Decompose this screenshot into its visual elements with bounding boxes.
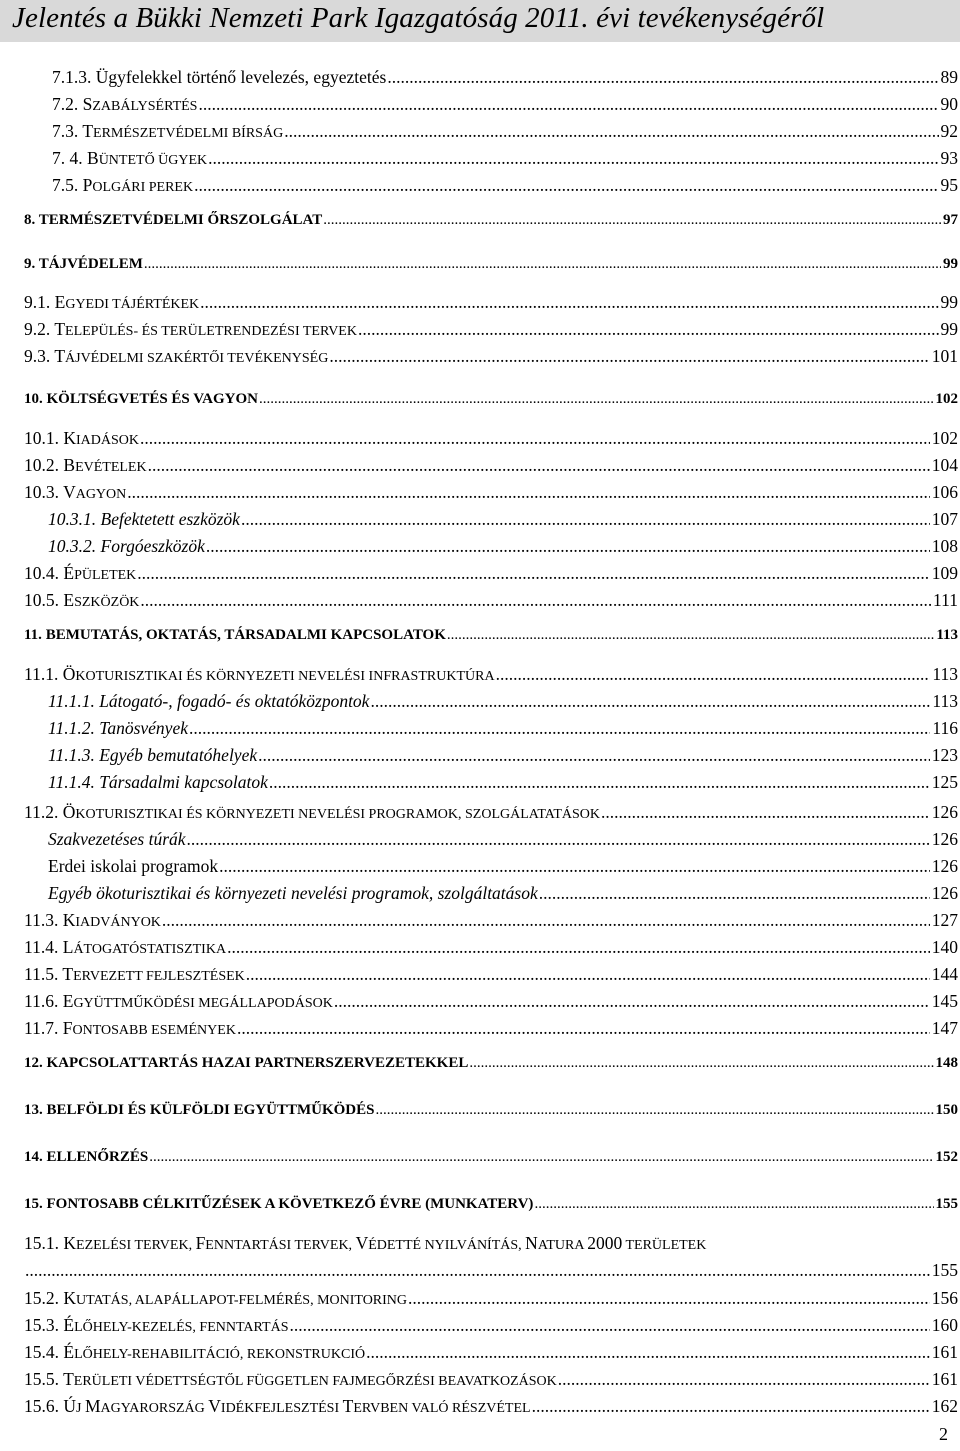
toc-entry-continuation[interactable]: [24, 1260, 958, 1281]
toc-entry-smallcaps: EVÉTELEK: [75, 460, 147, 475]
toc-entry-label: [52, 121, 283, 142]
toc-entry-page: 161: [931, 1342, 958, 1362]
toc-entry[interactable]: [24, 1315, 958, 1336]
toc-entry-title: Forgóeszközök: [100, 536, 205, 556]
toc-entry-number: 7.2.: [52, 94, 83, 114]
toc-entry-label: [48, 509, 240, 530]
dot-leader: [200, 292, 938, 312]
dot-leader: [534, 1196, 933, 1213]
toc-entry-smallcaps: OLGÁRI PEREK: [92, 180, 194, 195]
toc-entry-page: 125: [931, 772, 958, 792]
toc-entry-title: KÖLTSÉGVETÉS ÉS VAGYON: [46, 391, 258, 407]
toc-entry[interactable]: [24, 1196, 958, 1213]
dot-leader: [137, 563, 929, 583]
toc-entry-number: 11.3.: [24, 910, 63, 930]
toc-entry-label: [24, 1342, 365, 1363]
toc-entry-smallcaps: ERMÉSZETVÉDELMI BÍRSÁG: [93, 126, 284, 141]
dot-leader: [127, 482, 929, 502]
dot-leader: [198, 94, 938, 114]
toc-entry-label: [48, 745, 257, 766]
toc-entry[interactable]: [52, 148, 958, 169]
toc-entry-label: [48, 856, 218, 877]
toc-entry-number: 11.5.: [24, 964, 63, 984]
toc-entry[interactable]: [24, 428, 958, 449]
toc-entry-title: ELLENŐRZÉS: [46, 1149, 149, 1165]
dot-leader: [144, 256, 941, 273]
toc-entry-page: 161: [931, 1369, 958, 1389]
toc-entry[interactable]: [24, 455, 958, 476]
toc-entry[interactable]: [24, 563, 958, 584]
toc-entry-number: 10.3.: [24, 482, 64, 502]
toc-entry-label: [24, 1396, 531, 1417]
toc-entry-page: 104: [931, 455, 958, 475]
toc-entry-page: 97: [943, 212, 958, 228]
toc-entry-title: TÁJVÉDELEM: [38, 256, 143, 272]
toc-entry-page: 106: [931, 482, 958, 502]
toc-entry-page: 108: [931, 536, 958, 556]
toc-entry-page: 148: [935, 1055, 958, 1071]
dot-leader: [539, 883, 930, 903]
toc-entry-number: 10.3.1.: [48, 509, 101, 529]
toc-entry-initial: E: [54, 292, 66, 312]
toc-entry[interactable]: [48, 829, 958, 850]
toc-entry-number: 13.: [24, 1102, 47, 1118]
toc-entry-smallcaps: GYEDI TÁJÉRTÉKEK: [65, 297, 200, 312]
toc-entry[interactable]: [24, 1233, 958, 1254]
toc-entry-label: [52, 94, 197, 115]
toc-entry-label: [52, 67, 386, 88]
toc-entry-page: 156: [931, 1288, 958, 1308]
toc-entry-title: ÚJ MAGYARORSZÁG VIDÉKFEJLESZTÉSI TERVBEN VALÓ RÉSZVÉTEL: [63, 1396, 531, 1416]
toc-entry-title: Tanösvények: [99, 718, 188, 738]
toc-entry-title: Ügyfelekkel történő levelezés, egyeztetés: [95, 67, 387, 87]
toc-entry-title: ÉLŐHELY-REHABILITÁCIÓ, REKONSTRUKCIÓ: [63, 1342, 366, 1362]
toc-entry-initial: K: [62, 910, 76, 930]
toc-entry-page: 127: [931, 910, 958, 930]
toc-entry-number: 15.3.: [24, 1315, 64, 1335]
toc-entry[interactable]: [24, 1342, 958, 1363]
toc-entry-label: [24, 627, 446, 644]
toc-entry[interactable]: [52, 67, 958, 88]
toc-entry-page: 89: [940, 67, 958, 87]
toc-entry[interactable]: [24, 1288, 958, 1309]
toc-entry-page: 126: [931, 829, 958, 849]
dot-leader: [334, 991, 930, 1011]
toc-entry-page: 155: [931, 1260, 958, 1280]
toc-entry-initial: E: [63, 590, 75, 610]
toc-entry-page: 160: [931, 1315, 958, 1335]
toc-entry-label: [48, 883, 538, 904]
dot-leader: [601, 802, 930, 822]
toc-entry-page: 107: [931, 509, 958, 529]
dot-leader: [329, 346, 929, 366]
dot-leader: [387, 67, 938, 87]
toc-entry-number: 10.: [24, 391, 47, 407]
toc-entry-page: 99: [940, 292, 958, 312]
toc-entry-title: Társadalmi kapcsolatok: [99, 772, 268, 792]
toc-entry-smallcaps: IADÁSOK: [76, 433, 140, 448]
toc-entry-title: TERMÉSZETVÉDELMI ŐRSZOLGÁLAT: [38, 212, 323, 228]
document-title: Jelentés a Bükki Nemzeti Park Igazgatóság 2011. évi tevékenységéről: [12, 2, 825, 34]
toc-entry-number: 10.2.: [24, 455, 64, 475]
toc-entry-smallcaps: AGYON: [75, 487, 127, 502]
toc-entry-number: 9.1.: [24, 292, 55, 312]
toc-entry-label: [24, 1196, 533, 1213]
toc-entry-label: [24, 563, 136, 584]
toc-entry[interactable]: [48, 536, 958, 557]
dot-leader: [370, 691, 930, 711]
toc-entry-label: [24, 937, 226, 958]
toc-entry[interactable]: [24, 319, 958, 340]
toc-entry-page: 113: [932, 691, 958, 711]
dot-leader: [358, 319, 939, 339]
toc-entry-number: 15.6.: [24, 1396, 64, 1416]
toc-entry-title: ÉLŐHELY-KEZELÉS, FENNTARTÁS: [63, 1315, 289, 1335]
toc-entry-label: [24, 1288, 407, 1309]
toc-entry-smallcaps: ÁTOGATÓSTATISZTIKA: [73, 942, 227, 957]
toc-entry-page: 92: [940, 121, 958, 141]
toc-entry-number: 14.: [24, 1149, 47, 1165]
toc-entry-initial: V: [63, 482, 76, 502]
toc-entry-number: 11.: [24, 627, 46, 643]
dot-leader: [206, 536, 930, 556]
dot-leader: [189, 718, 930, 738]
toc-entry[interactable]: [48, 691, 958, 712]
toc-entry-title: BEMUTATÁS, OKTATÁS, TÁRSADALMI KAPCSOLATOK: [45, 627, 446, 643]
toc-entry-page: 113: [932, 664, 958, 684]
toc-entry[interactable]: [52, 94, 958, 115]
running-header: [0, 0, 960, 42]
toc-entry[interactable]: [24, 1396, 958, 1417]
dot-leader: [289, 1315, 929, 1335]
toc-entry-page: 113: [936, 627, 958, 643]
toc-entry-title: Szakvezetéses túrák: [48, 829, 186, 849]
toc-entry-label: [24, 256, 143, 273]
toc-entry-number: 15.: [24, 1196, 47, 1212]
toc-entry-label: [24, 212, 322, 229]
toc-entry-label: [24, 802, 600, 823]
toc-entry[interactable]: [48, 856, 958, 877]
dot-leader: [25, 1260, 930, 1280]
toc-entry-page: 111: [933, 590, 958, 610]
toc-entry-number: 15.5.: [24, 1369, 64, 1389]
toc-entry[interactable]: [24, 627, 958, 644]
toc-entry-page: 109: [931, 563, 958, 583]
toc-entry-smallcaps: ELEPÜLÉS- ÉS TERÜLETRENDEZÉSI TERVEK: [65, 324, 357, 339]
toc-entry-page: 99: [943, 256, 958, 272]
toc-entry-page: 150: [935, 1102, 958, 1118]
toc-entry-label: [48, 718, 188, 739]
toc-entry-label: [52, 148, 207, 169]
dot-leader: [469, 1055, 933, 1072]
toc-entry-number: 11.1.: [24, 664, 63, 684]
toc-entry-initial: B: [87, 148, 99, 168]
toc-entry[interactable]: [48, 718, 958, 739]
toc-entry-label: [24, 1149, 148, 1166]
toc-entry[interactable]: [24, 1149, 958, 1166]
dot-leader: [323, 212, 941, 229]
toc-entry[interactable]: [24, 664, 958, 685]
toc-entry-initial: S: [82, 94, 93, 114]
dot-leader: [447, 627, 934, 644]
toc-entry-title: FONTOSABB CÉLKITŰZÉSEK A KÖVETKEZŐ ÉVRE (MUNKATERV): [46, 1196, 534, 1212]
toc-entry-title: Látogató-, fogadó- és oktatóközpontok: [99, 691, 370, 711]
toc-entry[interactable]: [24, 937, 958, 958]
toc-entry-number: 10.1.: [24, 428, 64, 448]
toc-entry-label: [48, 772, 268, 793]
toc-entry-page: 126: [931, 856, 958, 876]
dot-leader: [375, 1102, 933, 1119]
toc-entry-number: 11.6.: [24, 991, 63, 1011]
dot-leader: [269, 772, 930, 792]
dot-leader: [532, 1396, 930, 1416]
dot-leader: [366, 1342, 930, 1362]
toc-entry-label: [24, 1102, 374, 1119]
toc-entry-label: [24, 991, 333, 1012]
toc-entry-initial: T: [54, 346, 66, 366]
toc-entry-number: 10.4.: [24, 563, 64, 583]
toc-entry-page: 123: [931, 745, 958, 765]
toc-entry-label: [24, 1369, 557, 1390]
toc-entry-label: [24, 1233, 706, 1254]
toc-entry[interactable]: [48, 772, 958, 793]
dot-leader: [140, 590, 931, 610]
dot-leader: [162, 910, 930, 930]
toc-entry-initial: L: [62, 937, 74, 957]
toc-entry-number: 11.7.: [24, 1018, 63, 1038]
toc-entry-initial: T: [62, 964, 74, 984]
toc-entry[interactable]: [24, 590, 958, 611]
toc-entry[interactable]: [24, 1369, 958, 1390]
toc-entry-initial: F: [62, 1018, 73, 1038]
toc-entry-smallcaps: ZABÁLYSÉRTÉS: [92, 99, 198, 114]
toc-entry-title: Egyéb bemutatóhelyek: [99, 745, 258, 765]
toc-entry-label: [24, 910, 161, 931]
toc-entry-number: 11.4.: [24, 937, 63, 957]
toc-entry[interactable]: [48, 509, 958, 530]
dot-leader: [149, 1149, 933, 1166]
toc-entry[interactable]: [48, 745, 958, 766]
toc-entry-number: 11.2.: [24, 802, 63, 822]
toc-entry-title: Erdei iskolai programok: [48, 856, 219, 876]
toc-entry[interactable]: [24, 212, 958, 229]
toc-entry-label: [24, 346, 328, 367]
toc-entry[interactable]: [24, 991, 958, 1012]
toc-entry-label: [24, 428, 139, 449]
dot-leader: [408, 1288, 930, 1308]
toc-entry-number: 9.3.: [24, 346, 55, 366]
toc-entry-label: [52, 175, 193, 196]
toc-entry-label: [24, 391, 258, 408]
toc-entry-smallcaps: KOTURISZTIKAI ÉS KÖRNYEZETI NEVELÉSI INFRASTRUKTÚRA: [75, 669, 495, 684]
toc-entry-smallcaps: PÜLETEK: [74, 568, 137, 583]
toc-entry[interactable]: [24, 1102, 958, 1119]
toc-entry[interactable]: [52, 121, 958, 142]
toc-entry-label: [24, 1018, 236, 1039]
toc-entry-smallcaps: SZKÖZÖK: [74, 595, 140, 610]
toc-entry-number: 9.2.: [24, 319, 55, 339]
toc-entry-page: 99: [940, 319, 958, 339]
toc-entry-page: 102: [935, 391, 958, 407]
toc-entry[interactable]: [24, 1055, 958, 1072]
toc-entry-number: 10.3.2.: [48, 536, 101, 556]
toc-entry-label: [24, 1315, 288, 1336]
toc-entry-smallcaps: ÁJVÉDELMI SZAKÉRTŐI TEVÉKENYSÉG: [65, 351, 329, 366]
toc-entry-label: [24, 590, 139, 611]
toc-entry-smallcaps: KOTURISZTIKAI ÉS KÖRNYEZETI NEVELÉSI PROGRAMOK, SZOLGÁLATATÁSOK: [75, 807, 601, 822]
toc-entry-page: 152: [935, 1149, 958, 1165]
toc-entry-label: [24, 292, 199, 313]
dot-leader: [258, 745, 930, 765]
toc-entry-number: 10.5.: [24, 590, 64, 610]
toc-entry-initial: É: [63, 563, 75, 583]
toc-entry-label: [24, 319, 357, 340]
toc-entry-initial: E: [62, 991, 74, 1011]
toc-entry[interactable]: [24, 910, 958, 931]
dot-leader: [558, 1369, 930, 1389]
dot-leader: [237, 1018, 930, 1038]
toc-entry-initial: B: [63, 455, 76, 475]
toc-entry-initial: Ö: [62, 802, 76, 822]
dot-leader: [194, 175, 938, 195]
toc-entry[interactable]: [24, 391, 958, 408]
toc-entry[interactable]: [48, 883, 958, 904]
toc-entry-number: 7.3.: [52, 121, 83, 141]
toc-entry-smallcaps: ÜNTETŐ ÜGYEK: [98, 153, 208, 168]
toc-entry-number: 15.4.: [24, 1342, 64, 1362]
dot-leader: [246, 964, 930, 984]
toc-entry-label: [24, 455, 147, 476]
toc-entry-number: 7.5.: [52, 175, 83, 195]
toc-entry-page: 101: [931, 346, 958, 366]
toc-entry-page: 102: [931, 428, 958, 448]
toc-entry-page: 90: [940, 94, 958, 114]
toc-entry-number: 11.1.2.: [48, 718, 100, 738]
toc-entry-label: [24, 482, 126, 503]
toc-entry-page: 147: [931, 1018, 958, 1038]
toc-entry-page: 93: [940, 148, 958, 168]
toc-entry[interactable]: [24, 346, 958, 367]
toc-entry[interactable]: [24, 256, 958, 273]
dot-leader: [140, 428, 930, 448]
toc-entry-title: BELFÖLDI ÉS KÜLFÖLDI EGYÜTTMŰKÖDÉS: [46, 1102, 375, 1118]
toc-entry-title: TERÜLETI VÉDETTSÉGTŐL FÜGGETLEN FAJMEGŐRZÉSI BEAVATKOZÁSOK: [63, 1369, 557, 1389]
toc-entry[interactable]: [24, 482, 958, 503]
toc-entry-initial: Ö: [62, 664, 76, 684]
toc-entry[interactable]: [52, 175, 958, 196]
toc-entry-title: KAPCSOLATTARTÁS HAZAI PARTNERSZERVEZETEKKEL: [46, 1055, 469, 1071]
dot-leader: [148, 455, 930, 475]
toc-entry-page: 126: [931, 883, 958, 903]
dot-leader: [259, 391, 934, 408]
toc-entry-number: 12.: [24, 1055, 47, 1071]
dot-leader: [241, 509, 930, 529]
toc-entry-page: 144: [931, 964, 958, 984]
toc-entry-number: 11.1.1.: [48, 691, 100, 711]
toc-entry-smallcaps: GYÜTTMŰKÖDÉSI MEGÁLLAPODÁSOK: [73, 996, 333, 1011]
toc-entry-initial: T: [54, 319, 66, 339]
toc-entry[interactable]: [24, 802, 958, 823]
dot-leader: [284, 121, 938, 141]
toc-entry-initial: T: [82, 121, 94, 141]
toc-entry-number: 11.1.3.: [48, 745, 100, 765]
toc-entry-smallcaps: ERVEZETT FEJLESZTÉSEK: [73, 969, 245, 984]
toc-entry-number: 9.: [24, 256, 39, 272]
toc-entry-number: 15.1.: [24, 1233, 64, 1253]
dot-leader: [187, 829, 930, 849]
toc-entry-label: [48, 536, 205, 557]
toc-entry-number: 11.1.4.: [48, 772, 100, 792]
toc-entry-page: 155: [935, 1196, 958, 1212]
dot-leader: [227, 937, 930, 957]
toc-entry-label: [24, 964, 245, 985]
toc-entry-label: [24, 664, 495, 685]
toc-entry-title: Befektetett eszközök: [100, 509, 240, 529]
toc-entry[interactable]: [24, 964, 958, 985]
toc-entry[interactable]: [24, 292, 958, 313]
toc-entry-number: 15.2.: [24, 1288, 64, 1308]
toc-entry-initial: P: [82, 175, 93, 195]
toc-entry[interactable]: [24, 1018, 958, 1039]
toc-entry-title: Egyéb ökoturisztikai és környezeti nevelési programok, szolgáltatások: [48, 883, 538, 903]
toc-entry-label: [24, 1055, 468, 1072]
dot-leader: [208, 148, 938, 168]
toc-entry-page: 116: [932, 718, 958, 738]
toc-entry-initial: K: [63, 428, 77, 448]
toc-entry-label: [48, 829, 186, 850]
toc-entry-smallcaps: ONTOSABB ESEMÉNYEK: [72, 1023, 236, 1038]
page-number: 2: [939, 1424, 948, 1444]
toc-entry-number: 7.1.3.: [52, 67, 96, 87]
toc-entry-number: 8.: [24, 212, 39, 228]
toc-entry-page: 95: [940, 175, 958, 195]
toc-entry-title: KEZELÉSI TERVEK, FENNTARTÁSI TERVEK, VÉDETTÉ NYILVÁNÍTÁS, NATURA 2000 TERÜLETEK: [63, 1233, 707, 1253]
toc-entry-page: 162: [931, 1396, 958, 1416]
toc-entry-smallcaps: IADVÁNYOK: [75, 915, 161, 930]
toc-entry-page: 140: [931, 937, 958, 957]
toc-entry-page: 126: [931, 802, 958, 822]
toc-entry-number: 7. 4.: [52, 148, 87, 168]
toc-entry-label: [48, 691, 369, 712]
toc-entry-title: KUTATÁS, ALAPÁLLAPOT-FELMÉRÉS, MONITORING: [63, 1288, 408, 1308]
dot-leader: [496, 664, 931, 684]
dot-leader: [219, 856, 930, 876]
toc-entry-page: 145: [931, 991, 958, 1011]
